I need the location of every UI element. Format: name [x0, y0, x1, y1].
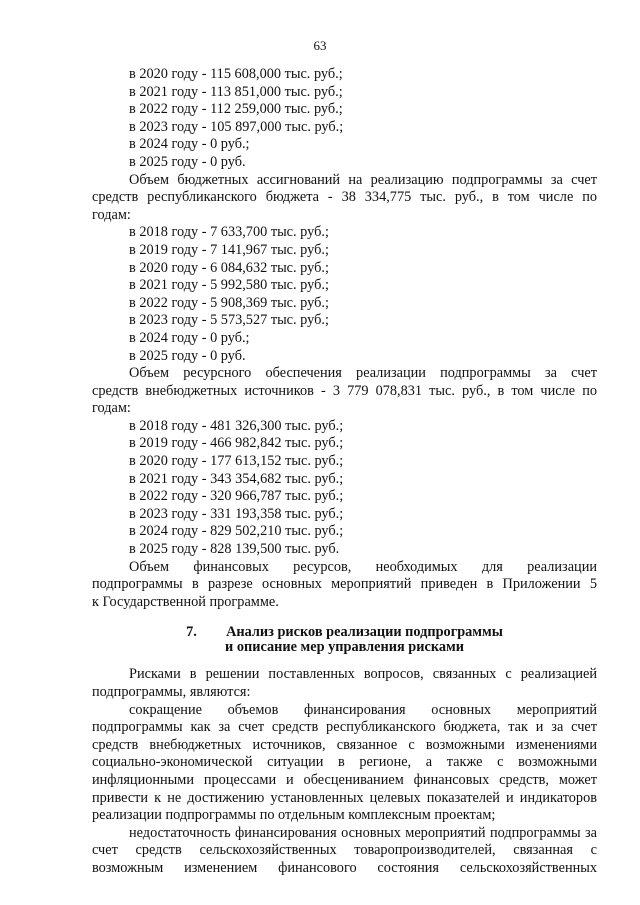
paragraph-extrabudgetary [92, 365, 597, 418]
list-item: в 2020 году - 115 608,000 тыс. руб.; [129, 66, 343, 82]
list-item: в 2024 году - 829 502,210 тыс. руб.; [129, 523, 344, 540]
list-item: в 2019 году - 466 982,842 тыс. руб.; [129, 435, 344, 452]
list-item: в 2021 году - 5 992,580 тыс. руб.; [129, 277, 329, 294]
list-item: в 2022 году - 112 259,000 тыс. руб.; [129, 101, 343, 118]
paragraph-line: Объем финансовых ресурсов, необходимых для реализации [129, 558, 597, 575]
list-item: в 2022 году - 5 908,369 тыс. руб.; [129, 294, 329, 311]
paragraph-financial-resources [92, 559, 597, 612]
paragraph-budget-allocations [92, 172, 597, 225]
paragraph-line: возможным изменением финансового состояния сельскохозяйственных [92, 859, 597, 876]
list-item: в 2020 году - 6 084,632 тыс. руб.; [129, 259, 329, 276]
list-item: в 2024 году - 0 руб.; [129, 136, 250, 153]
republican-budget-list [92, 224, 597, 365]
list-item: в 2025 году - 0 руб. [129, 347, 246, 364]
paragraph-line: привести к не достижению установленных целевых показателей и индикаторов [92, 789, 597, 806]
section-heading [92, 625, 597, 654]
page-number: 63 [313, 38, 327, 53]
list-item: в 2024 году - 0 руб.; [129, 329, 250, 346]
paragraph-risk-funding-cut [92, 702, 597, 825]
list-item: в 2021 году - 113 851,000 тыс. руб.; [129, 83, 343, 100]
paragraph-line: реализации подпрограммы по отдельным комплексным проектам; [92, 807, 496, 824]
list-item: в 2018 году - 481 326,300 тыс. руб.; [129, 417, 344, 434]
paragraph-line: подпрограммы как за счет средств республиканского бюджета, так и за счет [92, 719, 597, 736]
list-item: в 2025 году - 828 139,500 тыс. руб. [129, 541, 340, 558]
paragraph-line: средств внебюджетных источников, связанное с возможными изменениями [92, 736, 597, 753]
paragraph-line: подпрограммы, являются: [92, 684, 251, 700]
section-title-line1: Анализ рисков реализации подпрограммы [226, 624, 503, 641]
paragraph-line: социально-экономической ситуации в регионе, а также с возможными [92, 754, 597, 771]
list-item: в 2023 году - 105 897,000 тыс. руб.; [129, 118, 344, 135]
list-item: в 2019 году - 7 141,967 тыс. руб.; [129, 241, 329, 258]
section-number: 7. [186, 624, 197, 641]
paragraph-risk-insufficient-funding [92, 825, 597, 878]
paragraph-line: инфляционными процессами и обесцениванием финансовых средств, может [92, 771, 597, 788]
paragraph-line: Объем ресурсного обеспечения реализации подпрограммы за счет [129, 365, 597, 382]
paragraph-line: Рисками в решении поставленных вопросов, связанных с реализацией [129, 666, 597, 683]
section-title-line2: и описание мер управления рисками [225, 638, 464, 655]
paragraph-line: недостаточность финансирования основных мероприятий подпрограммы за [129, 824, 597, 841]
section-heading-line [92, 625, 597, 640]
paragraph-line: средств республиканского бюджета - 38 334,775 тыс. руб., в том числе по [92, 189, 597, 206]
list-item: в 2023 году - 331 193,358 тыс. руб.; [129, 505, 344, 522]
paragraph-line: средств внебюджетных источников - 3 779 078,831 тыс. руб., в том числе по годам: [92, 382, 597, 417]
paragraph-line: Объем бюджетных ассигнований на реализацию подпрограммы за счет [129, 171, 597, 188]
list-item: в 2023 году - 5 573,527 тыс. руб.; [129, 312, 329, 329]
extrabudgetary-list [92, 418, 597, 559]
paragraph-line: сокращение объемов финансирования основных мероприятий [129, 701, 597, 718]
paragraph-line: годам: [92, 206, 131, 223]
list-item: в 2025 году - 0 руб. [129, 153, 246, 170]
list-item: в 2018 году - 7 633,700 тыс. руб.; [129, 224, 329, 241]
paragraph-line: к Государственной программе. [92, 593, 279, 610]
list-item: в 2022 году - 320 966,787 тыс. руб.; [129, 488, 344, 505]
list-item: в 2020 году - 177 613,152 тыс. руб.; [129, 453, 344, 470]
document-body [92, 66, 597, 878]
paragraph-risks-intro [92, 666, 597, 701]
paragraph-line: подпрограммы в разрезе основных мероприятий приведен в Приложении 5 [92, 576, 597, 593]
funding-list-2020-2025 [92, 66, 597, 172]
paragraph-line: счет средств сельскохозяйственных товаропроизводителей, связанная с [92, 842, 597, 859]
list-item: в 2021 году - 343 354,682 тыс. руб.; [129, 470, 344, 487]
